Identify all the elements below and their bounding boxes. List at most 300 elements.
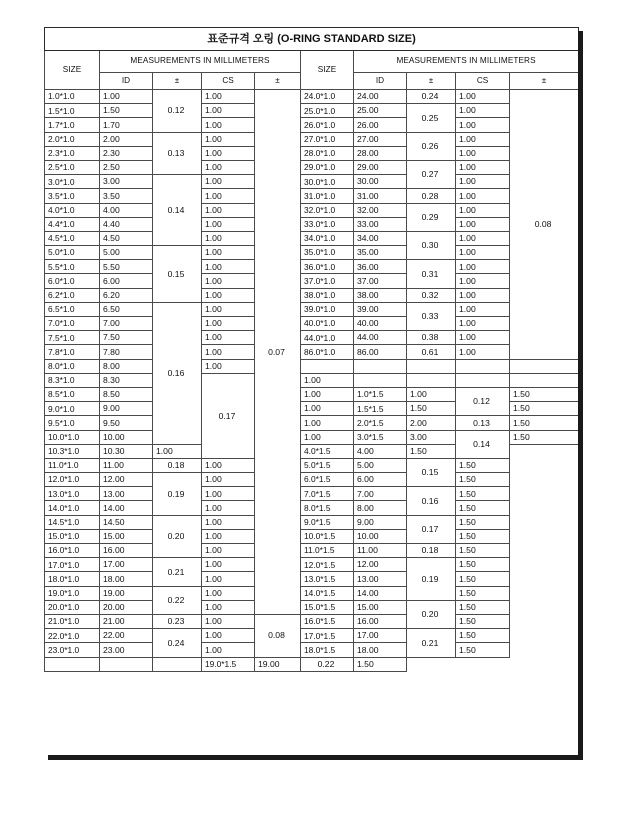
table-row	[45, 487, 579, 501]
id-cell: 12.00	[354, 558, 407, 572]
table-body	[45, 90, 579, 672]
cs-cell	[510, 373, 579, 387]
cs-header-left: CS	[202, 73, 255, 90]
id-cell: 6.20	[100, 288, 153, 302]
cs-cell: 1.00	[456, 104, 510, 118]
size-cell: 33.0*1.0	[301, 217, 354, 231]
measurements-header-left: MEASUREMENTS IN MILLIMETERS	[100, 51, 301, 73]
cs-tolerance-cell: 0.08	[510, 90, 579, 360]
id-cell: 11.00	[100, 458, 153, 472]
size-cell: 26.0*1.0	[301, 118, 354, 132]
cs-cell: 1.00	[456, 274, 510, 288]
id-tolerance-cell: 0.13	[153, 132, 202, 175]
id-cell	[100, 657, 153, 671]
measurements-header-right: MEASUREMENTS IN MILLIMETERS	[354, 51, 579, 73]
id-tolerance-cell: 0.14	[456, 430, 510, 458]
cs-cell: 1.00	[202, 586, 255, 600]
size-cell: 39.0*1.0	[301, 302, 354, 316]
cs-cell: 1.00	[202, 331, 255, 345]
id-cell: 35.00	[354, 246, 407, 260]
cs-cell: 1.00	[456, 118, 510, 132]
size-cell: 11.0*1.0	[45, 458, 100, 472]
id-tolerance-cell: 0.12	[153, 90, 202, 133]
id-tolerance-cell: 0.20	[153, 515, 202, 558]
size-cell: 15.0*1.5	[301, 600, 354, 614]
table-row	[45, 373, 579, 387]
size-header-left: SIZE	[45, 51, 100, 90]
size-cell: 28.0*1.0	[301, 146, 354, 160]
cs-cell: 1.50	[510, 387, 579, 401]
cs-cell: 1.50	[456, 544, 510, 558]
cs-cell: 1.00	[202, 189, 255, 203]
id-tolerance-cell: 0.24	[153, 629, 202, 657]
cs-cell: 1.00	[456, 189, 510, 203]
cs-cell: 1.50	[456, 629, 510, 643]
size-cell: 31.0*1.0	[301, 189, 354, 203]
cs-cell: 1.50	[510, 416, 579, 430]
table-row	[45, 657, 579, 671]
table-row	[45, 331, 579, 345]
table-row	[45, 345, 579, 359]
cs-cell: 1.00	[202, 359, 255, 373]
id-cell: 23.00	[100, 643, 153, 657]
size-cell: 38.0*1.0	[301, 288, 354, 302]
id-cell: 22.00	[100, 629, 153, 643]
id-cell: 6.50	[100, 302, 153, 316]
cs-cell: 1.00	[456, 132, 510, 146]
o-ring-size-document	[44, 27, 578, 672]
size-cell: 9.5*1.0	[45, 416, 100, 430]
id-cell: 12.00	[100, 473, 153, 487]
cs-cell: 1.50	[456, 643, 510, 657]
id-tolerance-cell: 0.19	[153, 473, 202, 516]
table-row	[45, 118, 579, 132]
id-tolerance-cell: 0.15	[153, 246, 202, 303]
cs-header-right: CS	[456, 73, 510, 90]
table-row	[45, 189, 579, 203]
size-cell: 12.0*1.5	[301, 558, 354, 572]
cs-cell: 1.50	[354, 657, 407, 671]
table-row	[45, 90, 579, 104]
cs-tolerance-cell: 0.08	[255, 614, 301, 657]
id-header-left: ID	[100, 73, 153, 90]
table-row	[45, 104, 579, 118]
cs-cell: 1.00	[202, 515, 255, 529]
table-row	[45, 359, 579, 373]
id-tolerance-cell: 0.32	[407, 288, 456, 302]
cs-cell: 1.00	[202, 217, 255, 231]
cs-cell: 1.00	[456, 288, 510, 302]
id-cell: 8.00	[100, 359, 153, 373]
id-tolerance-header-left: ±	[153, 73, 202, 90]
cs-cell: 1.00	[202, 572, 255, 586]
id-tolerance-cell: 0.24	[407, 90, 456, 104]
size-cell: 14.0*1.5	[301, 586, 354, 600]
cs-cell: 1.00	[301, 402, 354, 416]
cs-cell: 1.00	[202, 600, 255, 614]
cs-cell: 1.00	[202, 231, 255, 245]
cs-cell: 1.00	[202, 160, 255, 174]
id-cell: 18.00	[100, 572, 153, 586]
table-row	[45, 572, 579, 586]
id-cell: 34.00	[354, 231, 407, 245]
cs-cell: 1.50	[510, 402, 579, 416]
table-row	[45, 175, 579, 189]
id-cell: 8.50	[100, 387, 153, 401]
id-cell: 10.00	[354, 529, 407, 543]
table-row	[45, 146, 579, 160]
cs-cell: 1.00	[202, 288, 255, 302]
size-cell: 18.0*1.5	[301, 643, 354, 657]
id-tolerance-cell: 0.27	[407, 160, 456, 188]
size-cell: 22.0*1.0	[45, 629, 100, 643]
size-cell: 18.0*1.0	[45, 572, 100, 586]
id-tolerance-cell: 0.23	[153, 614, 202, 628]
table-row	[45, 274, 579, 288]
size-cell: 16.0*1.0	[45, 544, 100, 558]
id-tolerance-cell	[456, 373, 510, 387]
table-row	[45, 416, 579, 430]
cs-cell: 1.00	[202, 643, 255, 657]
id-cell: 8.00	[354, 501, 407, 515]
table-row	[45, 600, 579, 614]
cs-cell: 1.00	[202, 302, 255, 316]
id-cell: 29.00	[354, 160, 407, 174]
size-cell: 4.0*1.0	[45, 203, 100, 217]
id-cell: 11.00	[354, 544, 407, 558]
id-cell: 9.50	[100, 416, 153, 430]
size-cell: 1.0*1.0	[45, 90, 100, 104]
id-cell: 6.00	[354, 473, 407, 487]
size-header-right: SIZE	[301, 51, 354, 90]
cs-cell: 1.50	[407, 444, 456, 458]
id-cell: 15.00	[354, 600, 407, 614]
size-cell: 1.5*1.0	[45, 104, 100, 118]
id-cell: 33.00	[354, 217, 407, 231]
id-cell: 1.70	[100, 118, 153, 132]
cs-cell: 1.00	[456, 302, 510, 316]
size-cell: 9.0*1.0	[45, 402, 100, 416]
cs-cell: 1.00	[456, 260, 510, 274]
table-row	[45, 317, 579, 331]
id-tolerance-cell: 0.16	[407, 487, 456, 515]
id-cell: 7.50	[100, 331, 153, 345]
size-cell: 4.5*1.0	[45, 231, 100, 245]
id-tolerance-cell: 0.22	[153, 586, 202, 614]
size-cell: 13.0*1.5	[301, 572, 354, 586]
size-cell: 6.2*1.0	[45, 288, 100, 302]
id-cell: 24.00	[354, 90, 407, 104]
id-tolerance-cell: 0.15	[407, 458, 456, 486]
table-row	[45, 629, 579, 643]
id-cell: 13.00	[354, 572, 407, 586]
table-row	[45, 501, 579, 515]
table-row	[45, 132, 579, 146]
size-cell: 2.0*1.5	[354, 416, 407, 430]
cs-cell: 1.00	[202, 544, 255, 558]
id-tolerance-cell: 0.18	[153, 458, 202, 472]
cs-cell: 1.00	[202, 529, 255, 543]
id-cell: 40.00	[354, 317, 407, 331]
id-cell: 25.00	[354, 104, 407, 118]
cs-cell	[456, 359, 510, 373]
size-cell: 2.5*1.0	[45, 160, 100, 174]
id-cell: 18.00	[354, 643, 407, 657]
id-cell: 5.50	[100, 260, 153, 274]
id-tolerance-cell: 0.22	[301, 657, 354, 671]
cs-cell	[153, 657, 202, 671]
size-cell	[45, 657, 100, 671]
cs-cell: 1.50	[456, 458, 510, 472]
cs-tolerance-cell: 0.07	[255, 90, 301, 615]
size-cell: 5.0*1.0	[45, 246, 100, 260]
id-cell: 3.00	[407, 430, 456, 444]
cs-cell: 1.00	[202, 274, 255, 288]
cs-cell: 1.00	[202, 614, 255, 628]
size-cell: 15.0*1.0	[45, 529, 100, 543]
id-cell: 9.00	[100, 402, 153, 416]
cs-cell: 1.00	[456, 217, 510, 231]
table-row	[45, 246, 579, 260]
id-cell: 10.30	[100, 444, 153, 458]
cs-cell: 1.00	[456, 160, 510, 174]
table-row	[45, 302, 579, 316]
size-cell: 16.0*1.5	[301, 614, 354, 628]
size-cell: 5.5*1.0	[45, 260, 100, 274]
id-tolerance-cell: 0.21	[407, 629, 456, 657]
size-cell: 1.5*1.5	[354, 402, 407, 416]
cs-cell: 1.00	[202, 558, 255, 572]
cs-tolerance-header-left: ±	[255, 73, 301, 90]
size-cell: 25.0*1.0	[301, 104, 354, 118]
cs-cell: 1.00	[301, 416, 354, 430]
id-cell: 4.00	[100, 203, 153, 217]
cs-cell: 1.00	[202, 260, 255, 274]
size-cell: 17.0*1.0	[45, 558, 100, 572]
cs-cell: 1.00	[202, 132, 255, 146]
size-cell: 10.3*1.0	[45, 444, 100, 458]
cs-cell: 1.00	[456, 203, 510, 217]
size-cell: 30.0*1.0	[301, 175, 354, 189]
cs-cell: 1.50	[456, 473, 510, 487]
table-row	[45, 288, 579, 302]
size-cell: 3.0*1.5	[354, 430, 407, 444]
cs-cell: 1.50	[456, 558, 510, 572]
table-row	[45, 544, 579, 558]
size-cell: 24.0*1.0	[301, 90, 354, 104]
id-tolerance-cell: 0.29	[407, 203, 456, 231]
cs-cell: 1.00	[202, 203, 255, 217]
cs-cell: 1.00	[202, 345, 255, 359]
size-cell: 4.4*1.0	[45, 217, 100, 231]
id-cell: 3.50	[100, 189, 153, 203]
cs-cell: 1.00	[202, 118, 255, 132]
id-cell: 5.00	[100, 246, 153, 260]
size-cell	[354, 373, 407, 387]
id-tolerance-cell: 0.12	[456, 387, 510, 415]
id-cell: 14.50	[100, 515, 153, 529]
cs-cell: 1.50	[456, 529, 510, 543]
page-shadow-bottom	[48, 755, 583, 760]
id-cell: 19.00	[255, 657, 301, 671]
id-tolerance-cell: 0.26	[407, 132, 456, 160]
id-cell: 37.00	[354, 274, 407, 288]
id-cell	[354, 359, 407, 373]
size-cell: 5.0*1.5	[301, 458, 354, 472]
table-row	[45, 387, 579, 401]
cs-cell: 1.50	[456, 586, 510, 600]
id-cell: 17.00	[100, 558, 153, 572]
o-ring-size-table	[44, 27, 579, 672]
size-cell: 37.0*1.0	[301, 274, 354, 288]
id-tolerance-cell: 0.28	[407, 189, 456, 203]
size-cell: 35.0*1.0	[301, 246, 354, 260]
size-cell: 11.0*1.5	[301, 544, 354, 558]
size-cell: 14.0*1.0	[45, 501, 100, 515]
id-cell: 5.00	[354, 458, 407, 472]
size-cell: 32.0*1.0	[301, 203, 354, 217]
id-cell: 2.30	[100, 146, 153, 160]
id-cell: 9.00	[354, 515, 407, 529]
size-cell: 6.0*1.5	[301, 473, 354, 487]
id-cell: 27.00	[354, 132, 407, 146]
id-tolerance-cell: 0.17	[407, 515, 456, 543]
id-cell: 2.50	[100, 160, 153, 174]
size-cell	[301, 359, 354, 373]
id-cell: 4.00	[354, 444, 407, 458]
id-cell: 7.00	[100, 317, 153, 331]
id-tolerance-cell: 0.33	[407, 302, 456, 330]
table-row	[45, 558, 579, 572]
id-cell: 16.00	[100, 544, 153, 558]
id-cell: 17.00	[354, 629, 407, 643]
id-cell: 6.00	[100, 274, 153, 288]
cs-cell: 1.00	[202, 473, 255, 487]
size-cell: 40.0*1.0	[301, 317, 354, 331]
size-cell: 8.0*1.0	[45, 359, 100, 373]
cs-cell: 1.00	[202, 246, 255, 260]
size-cell: 2.0*1.0	[45, 132, 100, 146]
table-row	[45, 160, 579, 174]
id-cell: 30.00	[354, 175, 407, 189]
size-cell: 8.3*1.0	[45, 373, 100, 387]
cs-cell: 1.00	[456, 317, 510, 331]
size-cell: 10.0*1.0	[45, 430, 100, 444]
cs-cell: 1.00	[301, 430, 354, 444]
id-cell: 7.80	[100, 345, 153, 359]
id-cell: 16.00	[354, 614, 407, 628]
table-row	[45, 473, 579, 487]
id-cell: 1.00	[100, 90, 153, 104]
size-cell: 6.5*1.0	[45, 302, 100, 316]
id-cell: 1.50	[100, 104, 153, 118]
table-row	[45, 614, 579, 628]
id-tolerance-cell: 0.31	[407, 260, 456, 288]
cs-cell: 1.00	[202, 501, 255, 515]
size-cell: 29.0*1.0	[301, 160, 354, 174]
cs-cell: 1.50	[456, 501, 510, 515]
size-cell: 17.0*1.5	[301, 629, 354, 643]
size-cell: 3.5*1.0	[45, 189, 100, 203]
size-cell: 20.0*1.0	[45, 600, 100, 614]
document-title: 표준규격 오링 (O-RING STANDARD SIZE)	[45, 28, 579, 51]
cs-cell: 1.00	[202, 487, 255, 501]
id-tolerance-cell: 0.18	[407, 544, 456, 558]
id-tolerance-header-right: ±	[407, 73, 456, 90]
cs-cell: 1.00	[202, 458, 255, 472]
id-cell: 31.00	[354, 189, 407, 203]
size-cell: 23.0*1.0	[45, 643, 100, 657]
id-tolerance-cell: 0.38	[407, 331, 456, 345]
id-cell: 1.50	[407, 402, 456, 416]
size-cell: 7.0*1.5	[301, 487, 354, 501]
cs-cell: 1.00	[301, 387, 354, 401]
id-cell: 86.00	[354, 345, 407, 359]
id-cell: 26.00	[354, 118, 407, 132]
size-cell: 8.0*1.5	[301, 501, 354, 515]
id-header-right: ID	[354, 73, 407, 90]
size-cell: 1.7*1.0	[45, 118, 100, 132]
cs-cell: 1.00	[456, 246, 510, 260]
cs-cell: 1.00	[456, 345, 510, 359]
size-cell: 7.8*1.0	[45, 345, 100, 359]
cs-cell: 1.00	[456, 146, 510, 160]
size-cell: 86.0*1.0	[301, 345, 354, 359]
cs-cell: 1.50	[456, 614, 510, 628]
id-tolerance-cell: 0.21	[153, 558, 202, 586]
id-cell: 2.00	[100, 132, 153, 146]
id-cell: 32.00	[354, 203, 407, 217]
size-cell: 21.0*1.0	[45, 614, 100, 628]
table-row	[45, 458, 579, 472]
cs-cell: 1.50	[456, 572, 510, 586]
size-cell: 4.0*1.5	[301, 444, 354, 458]
size-cell: 2.3*1.0	[45, 146, 100, 160]
id-tolerance-cell: 0.16	[153, 302, 202, 444]
size-cell: 12.0*1.0	[45, 473, 100, 487]
size-cell: 19.0*1.5	[202, 657, 255, 671]
table-row	[45, 515, 579, 529]
cs-cell: 1.00	[202, 175, 255, 189]
cs-cell: 1.00	[202, 317, 255, 331]
id-cell: 14.00	[354, 586, 407, 600]
table-row	[45, 430, 579, 444]
cs-cell: 1.00	[153, 444, 202, 458]
id-cell: 21.00	[100, 614, 153, 628]
table-row	[45, 529, 579, 543]
id-tolerance-cell: 0.14	[153, 175, 202, 246]
id-cell: 4.40	[100, 217, 153, 231]
id-cell: 15.00	[100, 529, 153, 543]
id-cell: 20.00	[100, 600, 153, 614]
size-cell: 6.0*1.0	[45, 274, 100, 288]
cs-cell: 1.00	[456, 231, 510, 245]
id-cell: 7.00	[354, 487, 407, 501]
id-cell: 8.30	[100, 373, 153, 387]
cs-cell: 1.50	[456, 487, 510, 501]
cs-cell: 1.00	[202, 90, 255, 104]
size-cell: 19.0*1.0	[45, 586, 100, 600]
cs-tolerance-cell	[510, 359, 579, 373]
cs-cell: 1.50	[456, 515, 510, 529]
cs-cell: 1.50	[456, 600, 510, 614]
size-cell: 7.5*1.0	[45, 331, 100, 345]
id-tolerance-cell: 0.25	[407, 104, 456, 132]
page-shadow-right	[578, 31, 583, 759]
cs-cell: 1.00	[456, 175, 510, 189]
table-row	[45, 217, 579, 231]
id-cell: 44.00	[354, 331, 407, 345]
